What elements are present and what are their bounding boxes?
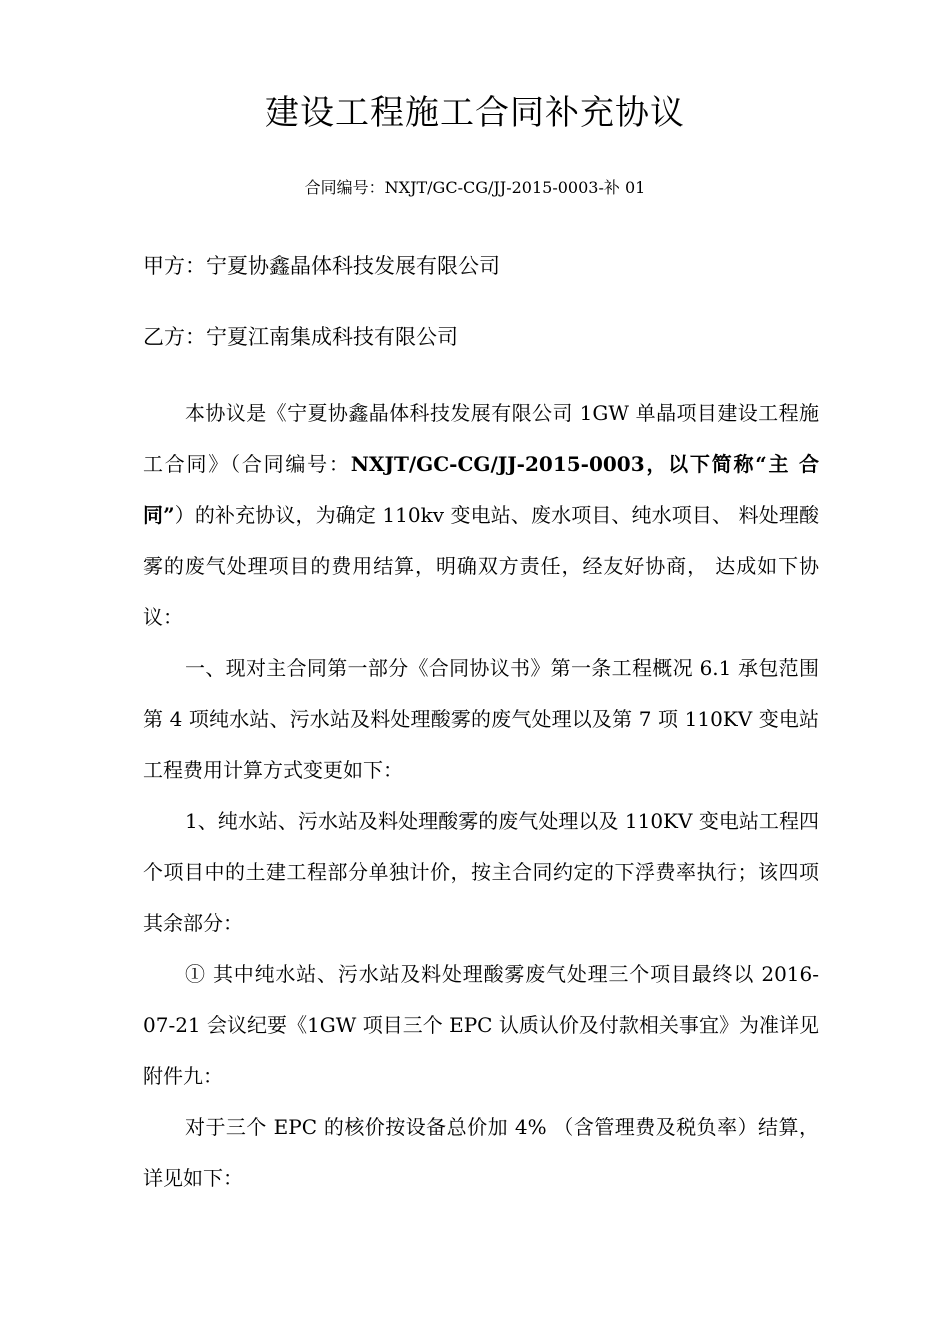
intro-paragraph — [143, 388, 819, 643]
intro-text-1: 本协议是《宁夏协鑫晶体科技发展有限公司 1GW 单晶项目建设工程施工合同》（合同编号： — [143, 401, 819, 476]
intro-bold-text: NXJT/GC-CG/JJ-2015-0003，以下简称“主 合同” — [143, 452, 820, 527]
intro-text-2: ）的补充协议，为确定 110kv 变电站、废水项目、纯水项目、 料处理酸雾的废气处理项目的费用结算，明确双方责任，经友好协商， 达成如下协议： — [143, 503, 819, 629]
epc-pricing-paragraph: 对于三个 EPC 的核价按设备总价加 4% （含管理费及税负率）结算，详见如下： — [143, 1115, 819, 1190]
clause-1-1-a-paragraph: ① 其中纯水站、污水站及料处理酸雾废气处理三个项目最终以 2016-07-21 会议纪要《1GW 项目三个 EPC 认质认价及付款相关事宜》为准详见附件九： — [143, 962, 819, 1088]
agreement-body — [143, 388, 819, 1204]
party-a: 甲方：宁夏协鑫晶体科技发展有限公司 — [143, 254, 500, 278]
party-b: 乙方：宁夏江南集成科技有限公司 — [143, 325, 458, 349]
contract-number: 合同编号：NXJT/GC-CG/JJ-2015-0003-补 01 — [304, 178, 646, 197]
clause-1-paragraph: 一、现对主合同第一部分《合同协议书》第一条工程概况 6.1 承包范围第 4 项纯水站、污水站及料处理酸雾的废气处理以及第 7 项 110KV 变电站工程费用计算方式变更如下： — [143, 656, 819, 782]
document-title: 建设工程施工合同补充协议 — [265, 93, 685, 133]
clause-1-1-paragraph: 1、纯水站、污水站及料处理酸雾的废气处理以及 110KV 变电站工程四个项目中的土建工程部分单独计价，按主合同约定的下浮费率执行；该四项其余部分： — [143, 809, 819, 935]
